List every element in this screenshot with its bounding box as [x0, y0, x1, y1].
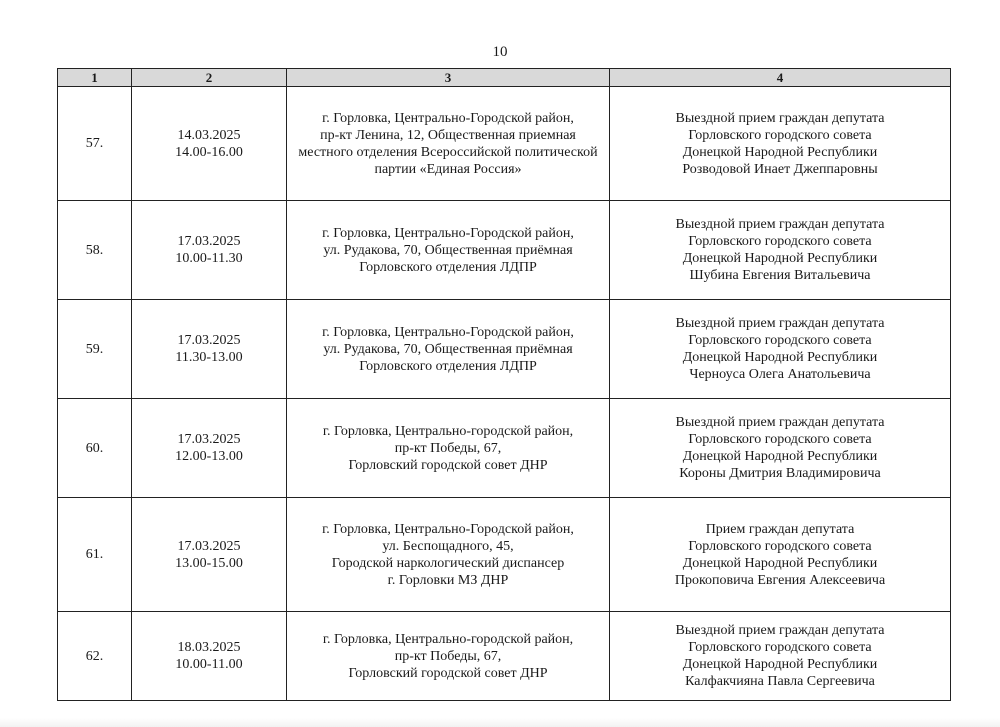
row-place [287, 399, 610, 498]
place-line: г. Горловка, Центрально-городской район, [322, 631, 574, 647]
row-time: 14.00-16.00 [175, 144, 243, 160]
place-line: ул. Рудакова, 70, Общественная приёмная [323, 242, 573, 258]
row-time: 10.00-11.30 [175, 251, 243, 266]
table-row [58, 201, 951, 300]
row-time: 12.00-13.00 [175, 449, 243, 464]
row-date: 14.03.2025 [177, 127, 241, 143]
event-line: Донецкой Народной Республики [682, 251, 878, 266]
row-place [287, 87, 610, 201]
event-line: Горловского городского совета [688, 640, 872, 655]
row-place [287, 300, 610, 399]
event-line: Донецкой Народной Республики [682, 449, 878, 464]
event-line: Горловского городского совета [688, 538, 872, 554]
event-line: Выездной прием граждан депутата [675, 110, 885, 126]
page-bottom-edge [0, 718, 1000, 727]
row-number: 57. [58, 87, 132, 201]
place-line: пр-кт Ленина, 12, Общественная приемная [320, 127, 576, 143]
table-row [58, 498, 951, 612]
row-number: 61. [58, 498, 132, 612]
row-place [287, 498, 610, 612]
place-line: Городской наркологический диспансер [331, 555, 565, 571]
place-line: ул. Рудакова, 70, Общественная приёмная [323, 341, 573, 357]
place-line: Горловского отделения ЛДПР [359, 259, 537, 275]
place-line: г. Горловки МЗ ДНР [387, 572, 509, 588]
row-event [610, 201, 951, 300]
row-datetime [132, 201, 287, 300]
page-number: 10 [492, 44, 508, 60]
row-event [610, 498, 951, 612]
row-datetime [132, 612, 287, 701]
row-date: 17.03.2025 [177, 538, 241, 554]
event-line: Горловского городского совета [688, 333, 872, 348]
row-datetime [132, 498, 287, 612]
place-line: ул. Беспощадного, 45, [382, 538, 514, 554]
place-line: г. Горловка, Центрально-Городской район, [322, 521, 574, 537]
table-row [58, 612, 951, 701]
event-line: Горловского городского совета [688, 432, 872, 447]
row-date: 17.03.2025 [177, 333, 241, 348]
event-line: Выездной прием граждан депутата [675, 415, 885, 430]
column-header-date: 2 [132, 69, 287, 87]
event-line: Калфакчияна Павла Сергеевича [685, 674, 875, 689]
event-line: Черноуса Олега Анатольевича [689, 367, 871, 382]
event-line: Донецкой Народной Республики [682, 144, 878, 160]
place-line: Горловский городской совет ДНР [348, 665, 548, 681]
row-number: 59. [58, 300, 132, 399]
table-row [58, 399, 951, 498]
event-line: Донецкой Народной Республики [682, 555, 878, 571]
row-event [610, 612, 951, 701]
event-line: Розводовой Инает Джеппаровны [682, 161, 878, 177]
row-datetime [132, 399, 287, 498]
row-time: 10.00-11.00 [175, 657, 243, 672]
place-line: г. Горловка, Центрально-Городской район, [322, 110, 574, 126]
row-datetime [132, 300, 287, 399]
row-date: 18.03.2025 [177, 640, 241, 655]
place-line: Горловского отделения ЛДПР [359, 358, 537, 374]
row-number: 62. [58, 612, 132, 701]
place-line: пр-кт Победы, 67, [394, 440, 502, 456]
row-time: 13.00-15.00 [175, 555, 243, 571]
column-header-number: 1 [58, 69, 132, 87]
place-line: пр-кт Победы, 67, [394, 648, 502, 664]
event-line: Прокоповича Евгения Алексеевича [674, 572, 886, 588]
row-time: 11.30-13.00 [175, 350, 243, 365]
column-header-place: 3 [287, 69, 610, 87]
event-line: Выездной прием граждан депутата [675, 217, 885, 232]
place-line: местного отделения Всероссийской политической [298, 144, 598, 160]
table-row [58, 87, 951, 201]
row-place [287, 201, 610, 300]
row-event [610, 87, 951, 201]
row-number: 60. [58, 399, 132, 498]
event-line: Горловского городского совета [688, 234, 872, 249]
table-row [58, 300, 951, 399]
event-line: Прием граждан депутата [705, 521, 855, 537]
event-line: Донецкой Народной Республики [682, 350, 878, 365]
place-line: г. Горловка, Центрально-Городской район, [322, 324, 574, 340]
schedule-table [57, 68, 951, 701]
event-line: Донецкой Народной Республики [682, 657, 878, 672]
place-line: партии «Единая Россия» [374, 161, 522, 177]
place-line: г. Горловка, Центрально-Городской район, [322, 225, 574, 241]
row-event [610, 399, 951, 498]
place-line: г. Горловка, Центрально-городской район, [322, 423, 574, 439]
event-line: Горловского городского совета [688, 127, 872, 143]
row-event [610, 300, 951, 399]
event-line: Короны Дмитрия Владимировича [679, 466, 881, 481]
event-line: Шубина Евгения Витальевича [689, 268, 871, 283]
event-line: Выездной прием граждан депутата [675, 623, 885, 638]
row-date: 17.03.2025 [177, 432, 241, 447]
column-header-event: 4 [610, 69, 951, 87]
row-place [287, 612, 610, 701]
header-row [58, 69, 951, 87]
event-line: Выездной прием граждан депутата [675, 316, 885, 331]
row-number: 58. [58, 201, 132, 300]
row-datetime [132, 87, 287, 201]
row-date: 17.03.2025 [177, 234, 241, 249]
place-line: Горловский городской совет ДНР [348, 457, 548, 473]
